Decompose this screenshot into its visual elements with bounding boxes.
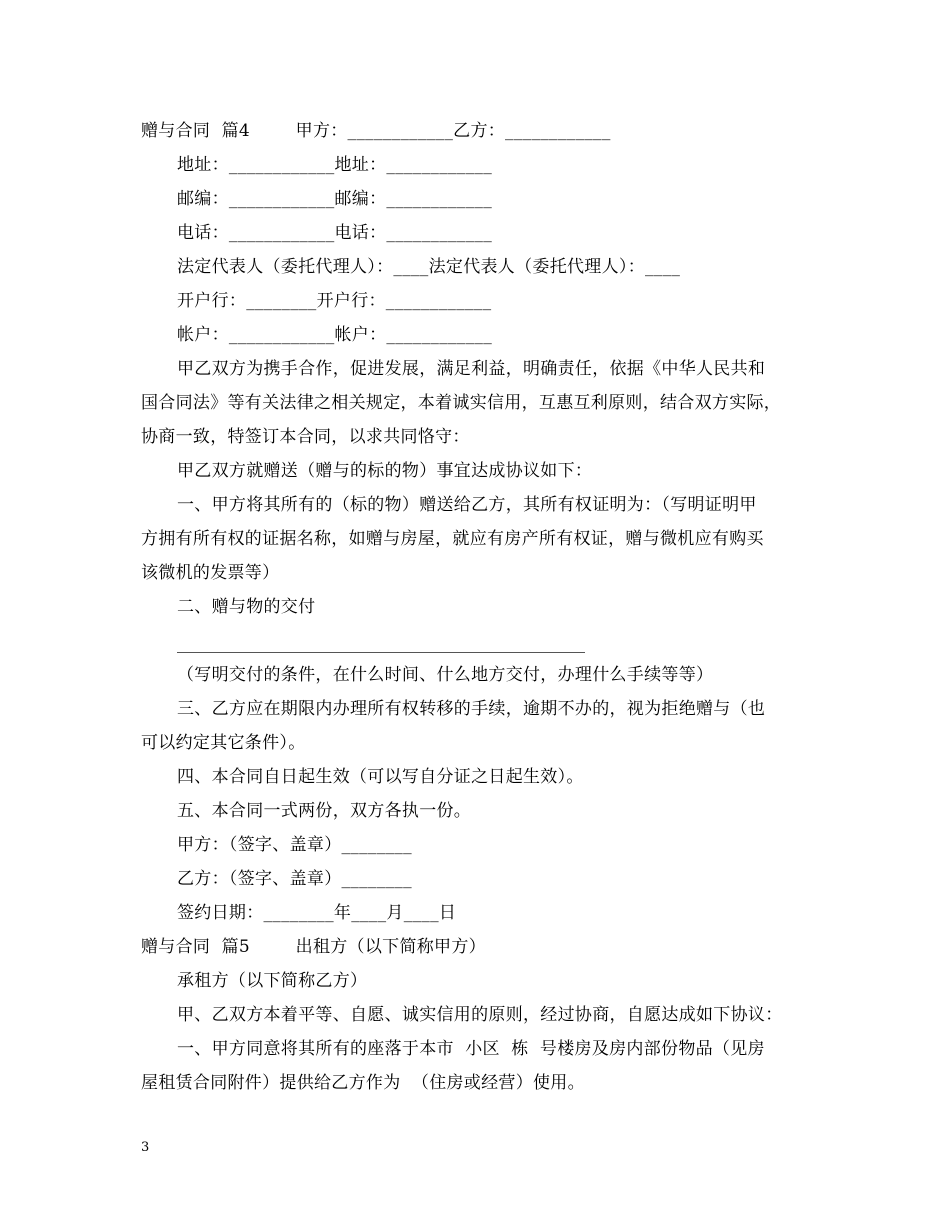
clause-5-line: 五、本合同一式两份，双方各执一份。 [177,801,472,821]
section-heading-gift-contract-5: 赠与合同 篇5 出租方（以下简称甲方） [141,937,486,957]
page-number: 3 [141,1140,150,1155]
clause-4-line: 四、本合同自日起生效（可以写自分证之日起生效）。 [177,767,584,787]
party-b-signature-line: 乙方：（签字、盖章）________ [177,869,412,889]
address-line: 地址：____________地址：____________ [177,155,492,175]
party-a-signature-line: 甲方：（签字、盖章）________ [177,835,412,855]
lease-clause-1-line: 一、甲方同意将其所有的座落于本市 小区 栋 号楼房及房内部份物品（见房 [177,1039,765,1059]
clause-1-line: 一、甲方将其所有的（标的物）赠送给乙方，其所有权证明为：（写明证明甲 [177,495,757,515]
clause-3-line: 可以约定其它条件）。 [141,733,306,753]
lease-clause-1-line: 屋租赁合同附件）提供给乙方作为 （住房或经营）使用。 [141,1073,585,1093]
paragraph-line: 国合同法》等有关法律之相关规定，本着诚实信用，互惠互利原则，结合双方实际， [141,393,782,413]
paragraph-line: 协商一致，特签订本合同，以求共同恪守： [141,427,470,447]
clause-2-line: 二、赠与物的交付 [177,597,316,617]
legal-representative-line: 法定代表人（委托代理人）：____法定代表人（委托代理人）：____ [177,257,681,277]
postcode-line: 邮编：____________邮编：____________ [177,189,492,209]
paragraph-line: 甲乙双方为携手合作，促进发展，满足利益，明确责任，依据《中华人民共和 [177,359,766,379]
bank-line: 开户行：________开户行：____________ [177,291,492,311]
clause-1-line: 该微机的发票等） [141,563,280,583]
paragraph-line: 甲、乙双方本着平等、自愿、诚实信用的原则，经过协商，自愿达成如下协议： [177,1005,783,1025]
signing-date-line: 签约日期：________年____月____日 [177,903,457,923]
clause-1-line: 方拥有所有权的证据名称，如赠与房屋，就应有房产所有权证，赠与微机应有购买 [141,529,764,549]
account-line: 帐户：____________帐户：____________ [177,325,492,345]
section-heading-gift-contract-4: 赠与合同 篇4 甲方：____________乙方：____________ [141,121,611,141]
blank-fill-line [177,652,585,653]
paragraph-line: 甲乙双方就赠送（赠与的标的物）事宜达成协议如下： [177,461,593,481]
clause-3-line: 三、乙方应在期限内办理所有权转移的手续，逾期不办的，视为拒绝赠与（也 [177,699,766,719]
clause-2-note-line: （写明交付的条件，在什么时间、什么地方交付，办理什么手续等等） [177,665,714,685]
lessee-line: 承租方（以下简称乙方） [177,971,368,991]
phone-line: 电话：____________电话：____________ [177,223,492,243]
